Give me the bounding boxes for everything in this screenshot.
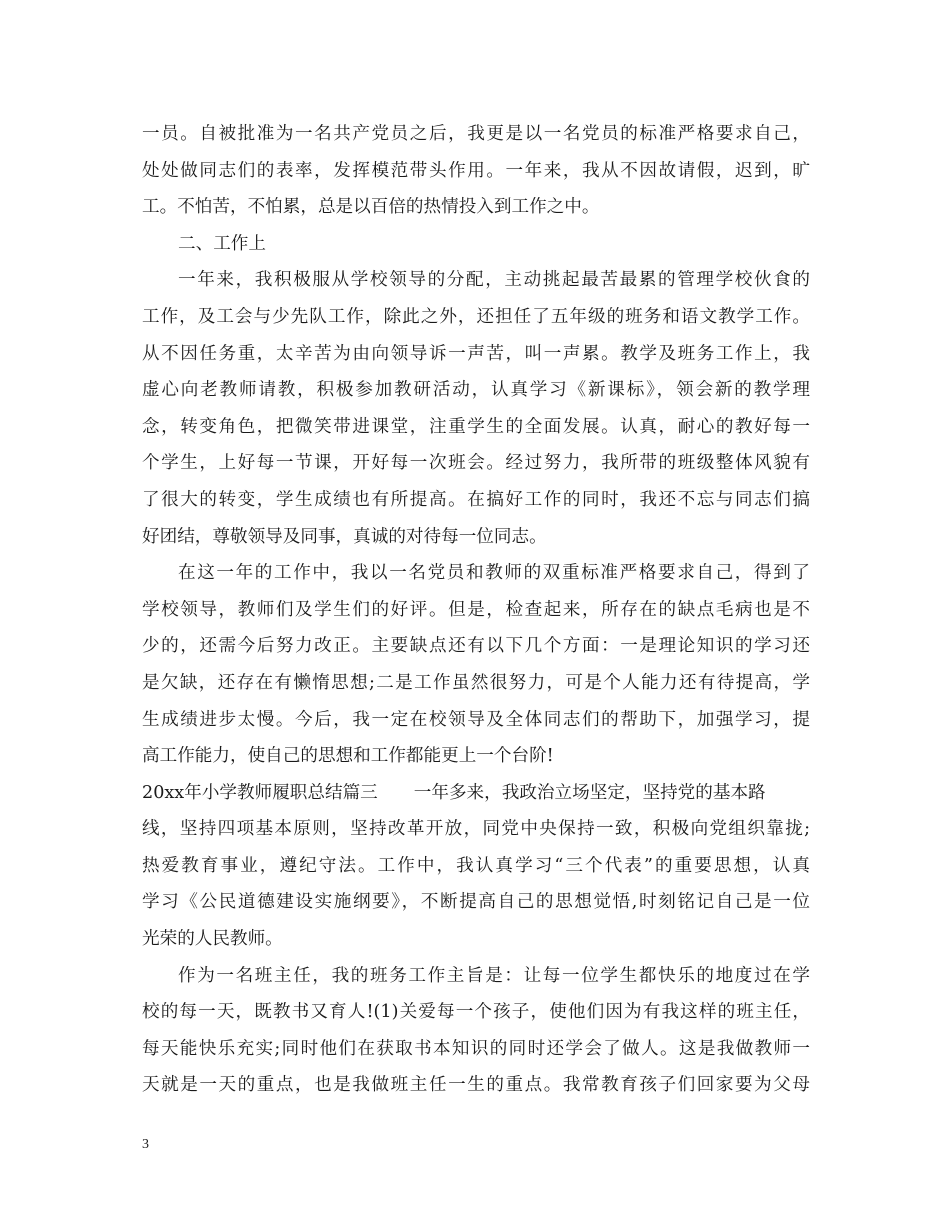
text-line: 好团结，尊敬领导及同事，真诚的对待每一位同志。 <box>142 526 547 547</box>
document-body <box>142 116 810 1104</box>
text-line: 工。不怕苦，不怕累，总是以百倍的热情投入到工作之中。 <box>142 197 600 218</box>
text-line: 生成绩进步太慢。今后，我一定在校领导及全体同志们的帮助下，加强学习，提 <box>142 709 810 730</box>
section-heading-line <box>142 775 810 812</box>
text-line: 处处做同志们的表率，发挥模范带头作用。一年来，我从不因故请假，迟到，旷 <box>142 160 810 181</box>
text-line: 学校领导，教师们及学生们的好评。但是，检查起来，所存在的缺点毛病也是不 <box>142 599 810 620</box>
text-line: 学习《公民道德建设实施纲要》，不断提高自己的思想觉悟,时刻铭记自己是一位 <box>142 892 810 913</box>
text-line: 了很大的转变，学生成绩也有所提高。在搞好工作的同时，我还不忘与同志们搞 <box>142 489 810 510</box>
text-line: 念，转变角色，把微笑带进课堂，注重学生的全面发展。认真，耐心的教好每一 <box>142 416 810 437</box>
text-line: 作为一名班主任，我的班务工作主旨是：让每一位学生都快乐的地度过在学 <box>178 965 810 986</box>
text-line: 一年来，我积极服从学校领导的分配，主动挑起最苦最累的管理学校伙食的 <box>178 270 810 291</box>
text-line: 一员。自被批准为一名共产党员之后，我更是以一名党员的标准严格要求自己， <box>142 124 810 144</box>
text-line: 光荣的人民教师。 <box>142 929 283 950</box>
page-number: 3 <box>142 1137 149 1152</box>
section-heading: 20xx年小学教师履职总结篇三 <box>142 782 378 803</box>
text-line: 是欠缺，还存在有懒惰思想;二是工作虽然很努力，可是个人能力还有待提高，学 <box>142 672 810 693</box>
text-line: 校的每一天，既教书又育人!(1)关爱每一个孩子，使他们因为有我这样的班主任， <box>142 1002 810 1023</box>
text-line: 每天能快乐充实;同时他们在获取书本知识的同时还学会了做人。这是我做教师一 <box>142 1038 810 1059</box>
text-line: 少的，还需今后努力改正。主要缺点还有以下几个方面：一是理论知识的学习还 <box>142 636 810 657</box>
text-line: 个学生，上好每一节课，开好每一次班会。经过努力，我所带的班级整体风貌有 <box>142 453 810 474</box>
text-line: 在这一年的工作中，我以一名党员和教师的双重标准严格要求自己，得到了 <box>178 563 810 584</box>
section-subheading: 二、工作上 <box>178 233 266 254</box>
text-line: 虚心向老教师请教，积极参加教研活动，认真学习《新课标》，领会新的教学理 <box>142 380 810 401</box>
text-line: 从不因任务重，太辛苦为由向领导诉一声苦，叫一声累。教学及班务工作上，我 <box>142 343 810 364</box>
text-line: 天就是一天的重点，也是我做班主任一生的重点。我常教育孩子们回家要为父母 <box>142 1075 810 1096</box>
text-line: 线，坚持四项基本原则，坚持改革开放，同党中央保持一致，积极向党组织靠拢; <box>142 819 810 840</box>
text-line: 热爱教育事业，遵纪守法。工作中，我认真学习“三个代表”的重要思想，认真 <box>142 855 810 876</box>
text-line: 高工作能力，使自己的思想和工作都能更上一个台阶! <box>142 746 554 767</box>
text-line: 工作，及工会与少先队工作，除此之外，还担任了五年级的班务和语文教学工作。 <box>142 306 810 327</box>
section-lead-text: 一年多来，我政治立场坚定，坚持党的基本路 <box>413 782 766 803</box>
